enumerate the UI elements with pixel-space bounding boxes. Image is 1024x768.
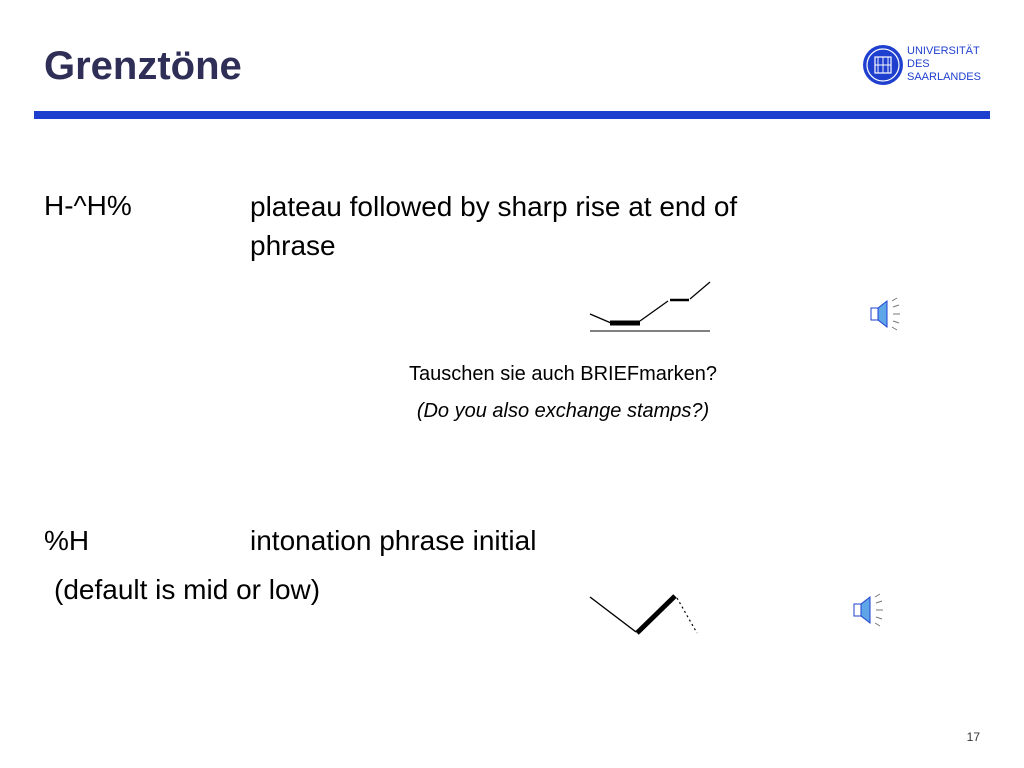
logo-text: UNIVERSITÄT DES SAARLANDES [907, 45, 981, 83]
plateau-rise-contour-icon [586, 278, 716, 336]
example-english-translation: (Do you also exchange stamps?) [416, 400, 710, 422]
term-description: intonation phrase initial [250, 525, 537, 556]
university-logo [862, 44, 992, 94]
page-number: 17 [966, 730, 980, 744]
speaker-icon[interactable] [853, 593, 889, 627]
term-percent-h: %H [44, 525, 90, 556]
term-h-high-h-percent: H-^H% [44, 190, 132, 221]
slide-title: Grenztöne [44, 44, 242, 88]
term-description: plateau followed by sharp rise at end of phrase [250, 191, 738, 261]
title-divider [34, 111, 990, 119]
example-german-sentence: Tauschen sie auch BRIEFmarken? [409, 363, 717, 385]
default-note: (default is mid or low) [54, 574, 321, 605]
speaker-icon[interactable] [870, 297, 906, 331]
university-seal-icon [862, 44, 904, 86]
initial-high-contour-icon [586, 590, 704, 638]
